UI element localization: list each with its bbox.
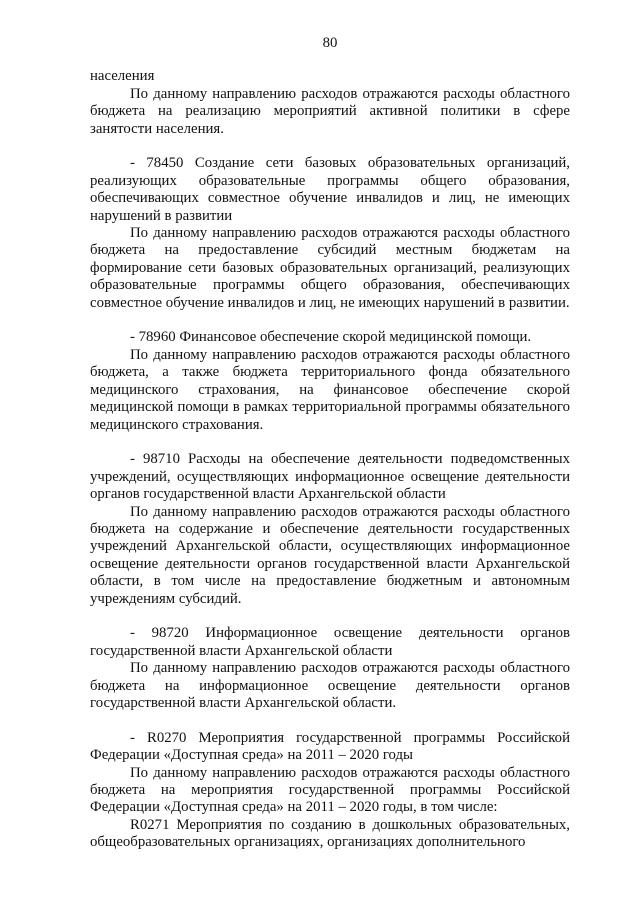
paragraph: - R0270 Мероприятия государственной программы Российской Федерации «Доступная среда» на 2011 – 2020 годы xyxy=(90,729,570,764)
paragraph: По данному направлению расходов отражаются расходы областного бюджета на информационное освещение деятельности органов государственной власти Архангельской области. xyxy=(90,660,570,711)
paragraph: - 78960 Финансовое обеспечение скорой медицинской помощи. xyxy=(130,329,532,346)
paragraph: По данному направлению расходов отражаются расходы областного бюджета на содержание и обеспечение деятельности государственных учреждений Архангельской области, осуществляющих информационное освещение деятельности органов государственной власти Архангельской области, в том числе на предоставление бюджетным и автономным учреждениям субсидий. xyxy=(90,503,570,607)
document-body xyxy=(90,68,570,851)
paragraph: R0271 Мероприятия по созданию в дошкольных образовательных, общеобразовательных организациях, организациях дополнительного xyxy=(90,816,570,851)
paragraph: - 98710 Расходы на обеспечение деятельности подведомственных учреждений, осуществляющих информационное освещение деятельности органов государственной власти Архангельской области xyxy=(90,451,570,503)
paragraph: По данному направлению расходов отражаются расходы областного бюджета на предоставление субсидий местным бюджетам на формирование сети базовых образовательных организаций, реализующих образовательные программы общего образования, обеспечивающих совместное обучение инвалидов и лиц, не имеющих нарушений в развитии. xyxy=(90,225,570,311)
paragraph: - 78450 Создание сети базовых образовательных организаций, реализующих образовательные программы общего образования, обеспечивающих совместное обучение инвалидов и лиц, не имеющих нарушений в развитии xyxy=(90,155,570,224)
paragraph: - 98720 Информационное освещение деятельности органов государственной власти Архангельской области xyxy=(90,625,570,659)
paragraph: По данному направлению расходов отражаются расходы областного бюджета на реализацию мероприятий активной политики в сфере занятости населения. xyxy=(90,85,570,137)
page-number: 80 xyxy=(322,35,338,51)
paragraph: По данному направлению расходов отражаются расходы областного бюджета, а также бюджета территориального фонда обязательного медицинского страхования, на финансовое обеспечение скорой медицинской помощи в рамках территориальной программы обязательного медицинского страхования. xyxy=(90,346,570,433)
paragraph: населения xyxy=(90,68,155,85)
paragraph: По данному направлению расходов отражаются расходы областного бюджета на мероприятия государственной программы Российской Федерации «Доступная среда» на 2011 – 2020 годы, в том числе: xyxy=(90,764,570,816)
